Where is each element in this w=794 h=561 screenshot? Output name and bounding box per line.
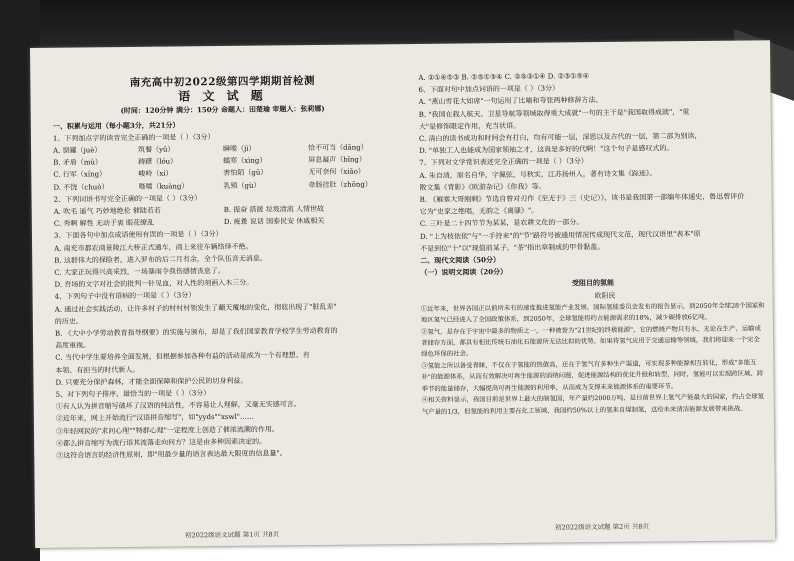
q2-opt: B. 振奋 搭援 垃圾清流 人情世故 xyxy=(223,204,325,215)
q5-sentence: ②近年来，网上开始流行"汉语拼音缩写"，如"yyds""xswl"…… xyxy=(55,413,254,424)
passage-title: 受阻目的氢能 xyxy=(571,278,615,288)
right-page xyxy=(418,40,767,418)
exam-paper xyxy=(30,40,775,548)
q1-opt: B. 矛盾（mù） xyxy=(53,158,102,167)
passage-paragraph: ①近年来，世界各国正以前所未有的速度推进氢能产业发展，国际氢能委员会发布的报告显示，到2050年全球28个国家和地区氢气已经进入了全国政策体系，到2050年，全球氢能将约占能源需求的18%，减少碳排放6亿吨。 xyxy=(420,301,765,325)
q6-option: C. 清白的读书成功和时间会有打白，均有可能一层，深思以及古代的一层，第二部为别读， xyxy=(418,131,702,143)
question-7: 7、下列对文学常识表述完全正确的一项是（ ）（3分） xyxy=(419,157,588,168)
passage-paragraph: ③氢能之所以备受青睐，不仅在于氢能的热值高，还在于氢气有多种生产渠道，可实现多种能源相互转化，形成"多能互补"的能源体系，从而有效解决可再生能源的消纳问题，促进能源结构的优化升级和转型，同时，氢能可以实现跨区域、跨季节的能量储存，大幅提高可再生能源的利用率，从而成为支撑未来能源体系的重要环节。 xyxy=(421,358,764,393)
q7-option: 它为"史家之绝唱，无韵之《离骚》"。 xyxy=(419,206,539,217)
question-2: 2、下列词语书写完全正确的一项是（ ）（3分） xyxy=(53,194,202,204)
q5-choices: A. ②①④⑤③ B. ②⑤①③④ C. ②⑤③①④ D. ②③①⑤④ xyxy=(418,72,590,82)
q3-option: A. 南充市都农商景陵江大桥正式通车，商上来往车辆络绎不绝。 xyxy=(54,242,253,253)
passage-paragraph: ②氢气，是存在于宇宙中最多的物质之一，一种被誉为"21世纪的终极能源"，它的燃烧产物只有水，无论在生产、运输或者储存方面，都具有相比传统石油化石能源所无法比拟的优势。如果将氢气应用于交通运输等领域，我们将迎来一个完全绿色环保的社会。 xyxy=(420,324,761,359)
q4-option: 高度重视。 xyxy=(55,341,91,351)
q4-option: A. 通过社会实践活动，让许多村子的村村村领发生了翻天覆地的变化，彻底出现了"脏乱差" xyxy=(54,302,337,314)
exam-meta: (时间：120分钟 满分：150分 命题人：田楚瑜 审题人：张莉娜) xyxy=(120,104,325,116)
passage-paragraph: ④相关资料显示，我国目前是世界上最大的制氢国，年产量约2000万吨，是目前世界上氢气产能最大的国家，约占全球氢气产量的1/3，但氢能的利用主要在化工领域，我国约50%以上的氢来自煤制氢，这给未来清洁能源发展带来挑战。 xyxy=(421,392,764,416)
section-heading: 一、积累与运用（每小题3分，共21分） xyxy=(52,120,180,131)
exam-title: 南充高中初2022级第四学期期首检测 xyxy=(129,75,316,89)
q1-opt: 嗫嚅（kuàng） xyxy=(138,181,189,191)
q3-option: C. 大家正玩得兴高采烈，一场暴雨令我伤感情丧息了。 xyxy=(54,267,225,277)
q6-option: B. "我国在载人航天、卫星导航等领域取得重大成就"一句的主干是"我国取得成就"，"重 xyxy=(418,107,690,119)
q7-option: A. 朱自清，原名自华，字佩弦，号秋实，江苏扬州人，著有诗文集《踪迹》。 xyxy=(419,169,657,180)
q2-opt: D. 疲惫 说话 国泰民安 休戚相关 xyxy=(223,217,325,227)
q2-opt: A. 吹毛 遥气 巧妙地绝伦 催陆若若 xyxy=(53,206,161,216)
question-4: 4、下列句子中没有语病的一项是（ ）（3分） xyxy=(54,291,196,302)
q7-option: 散文集《背影》《欧游杂记》《你我》等。 xyxy=(419,182,546,192)
passage-author: 欧阳民 xyxy=(594,291,616,300)
question-1: 1、下列加点字的读音完全正确的一项是（ ）（3分） xyxy=(52,132,215,143)
q6-option: 大"是修饰限定作用，充当状语。 xyxy=(418,121,521,131)
q5-sentence: ⑤这符合语言的经济性原则，即"用最少量的语言表达最大限度的信息量"。 xyxy=(56,449,287,460)
q1-opt: 屏息凝声（bǐng） xyxy=(308,155,366,165)
q5-sentence: ③年轻网民的"求问心理""特群心理"一定程度上创造了催浓流潮的作用。 xyxy=(55,425,279,436)
q7-option: 不是到位"十"以"现值前某子，"茶"指出章制成的甲骨黏盖。 xyxy=(420,242,605,253)
q1-opt: 蠕寒（xìng） xyxy=(223,156,267,166)
q6-option: D. "单独工人也能成为国家领袖之才，这真是多好的代啊！"这个句子是感叹式的。 xyxy=(419,144,674,156)
q7-option: C. 三叶是二十四节节为某某，是农耕文化的一部分。 xyxy=(419,218,584,229)
q6-option: A. "燕山雪花大如席"一句运用了比喻和夸张两种修辞方法。 xyxy=(418,96,603,107)
section-2-heading: 二、现代文阅读（50分） xyxy=(420,255,501,265)
q1-opt: 牵肠挂肚（zhōng） xyxy=(308,180,372,189)
page-footer-right: 初2022级语文试题 第2页 共8页 xyxy=(555,522,650,532)
q3-option: B. 这群伟大的探险者，进入罗布的后二月有余，全个队伍音无消息。 xyxy=(54,254,267,265)
q1-opt: 峻岭（xí） xyxy=(138,169,173,179)
exam-subject: 语 文 试 题 xyxy=(178,88,267,104)
q1-opt: 害怕陌（gǔ） xyxy=(223,168,268,178)
q4-option: C. 当代中学生要培养全面发展，但根据参加各种有益的活动是成为一个有理想、有 xyxy=(55,351,310,363)
section-2a-heading: （一）说明文阅读（20分） xyxy=(420,267,508,278)
q1-opt: 恰不可当（dǎng） xyxy=(308,143,368,153)
q5-sentence: ④都么拼音缩写为流行语其流落走向何方？这是由多种因素决定的。 xyxy=(56,437,267,448)
q1-opt: 瞬喉（jì） xyxy=(223,144,256,153)
q3-option: D. 吾场的文字对社会的批判一针见血，对人性的刻画入木三分。 xyxy=(54,278,254,290)
q4-option: 的历史。 xyxy=(54,317,83,326)
q1-opt: D. 不饶（chuò） xyxy=(53,182,109,192)
q4-option: 本领、有担当的时代新人。 xyxy=(55,365,140,375)
q1-opt: C. 行军（xíng） xyxy=(53,170,107,180)
q1-opt: 筑餐（yǔ） xyxy=(138,145,175,154)
question-1-options xyxy=(53,141,393,193)
q1-opt: 乳殖（gù） xyxy=(223,181,261,190)
left-page xyxy=(52,44,396,462)
question-6: 6、下面对句中加点词语的一项是（ ）（3分） xyxy=(418,84,560,95)
q7-option: B. 《雁塞大哥刚剩》节选自曾对刃作《至无于》三（史记）》，该书是我国第一部编年体通史，鲁迅曾评价 xyxy=(419,192,745,204)
q4-option: B. 《大中小学劳动教育指导纲要》的实施与颁布，却是了我们国家教育学校学生劳动教育的 xyxy=(54,326,338,338)
q1-opt: 踌躇（lóu） xyxy=(138,157,178,167)
q1-opt: A. 窗罐（juè） xyxy=(53,146,102,155)
q7-option: D. "上为枝依依"与"一手持来"的"节"路符号被通用情况传成现代文范，现代汉语里"表本"原 xyxy=(419,229,701,241)
q4-option: D. 只要充分保护森林，才能全面保障和保护公民的切身利益。 xyxy=(55,376,248,387)
q5-sentence: ①有人认为拼音缩写破坏了汉语的纯洁性，不容易让人理解，又毫无实感可言。 xyxy=(55,400,301,412)
question-3: 3、下面各句中加点成语使用有误的一项是（ ）（3分） xyxy=(53,230,223,241)
q1-opt: 无可奈何（xiǎo） xyxy=(308,167,365,177)
question-5: 5、对下列句子排序，最恰当的一项是（ ）（3分） xyxy=(55,389,211,399)
page-footer-left: 初2022级语文试题 第1页 共8页 xyxy=(185,530,280,540)
q2-opt: C. 秀啊 解性 无动于衷 眼花缭乱 xyxy=(53,218,155,228)
